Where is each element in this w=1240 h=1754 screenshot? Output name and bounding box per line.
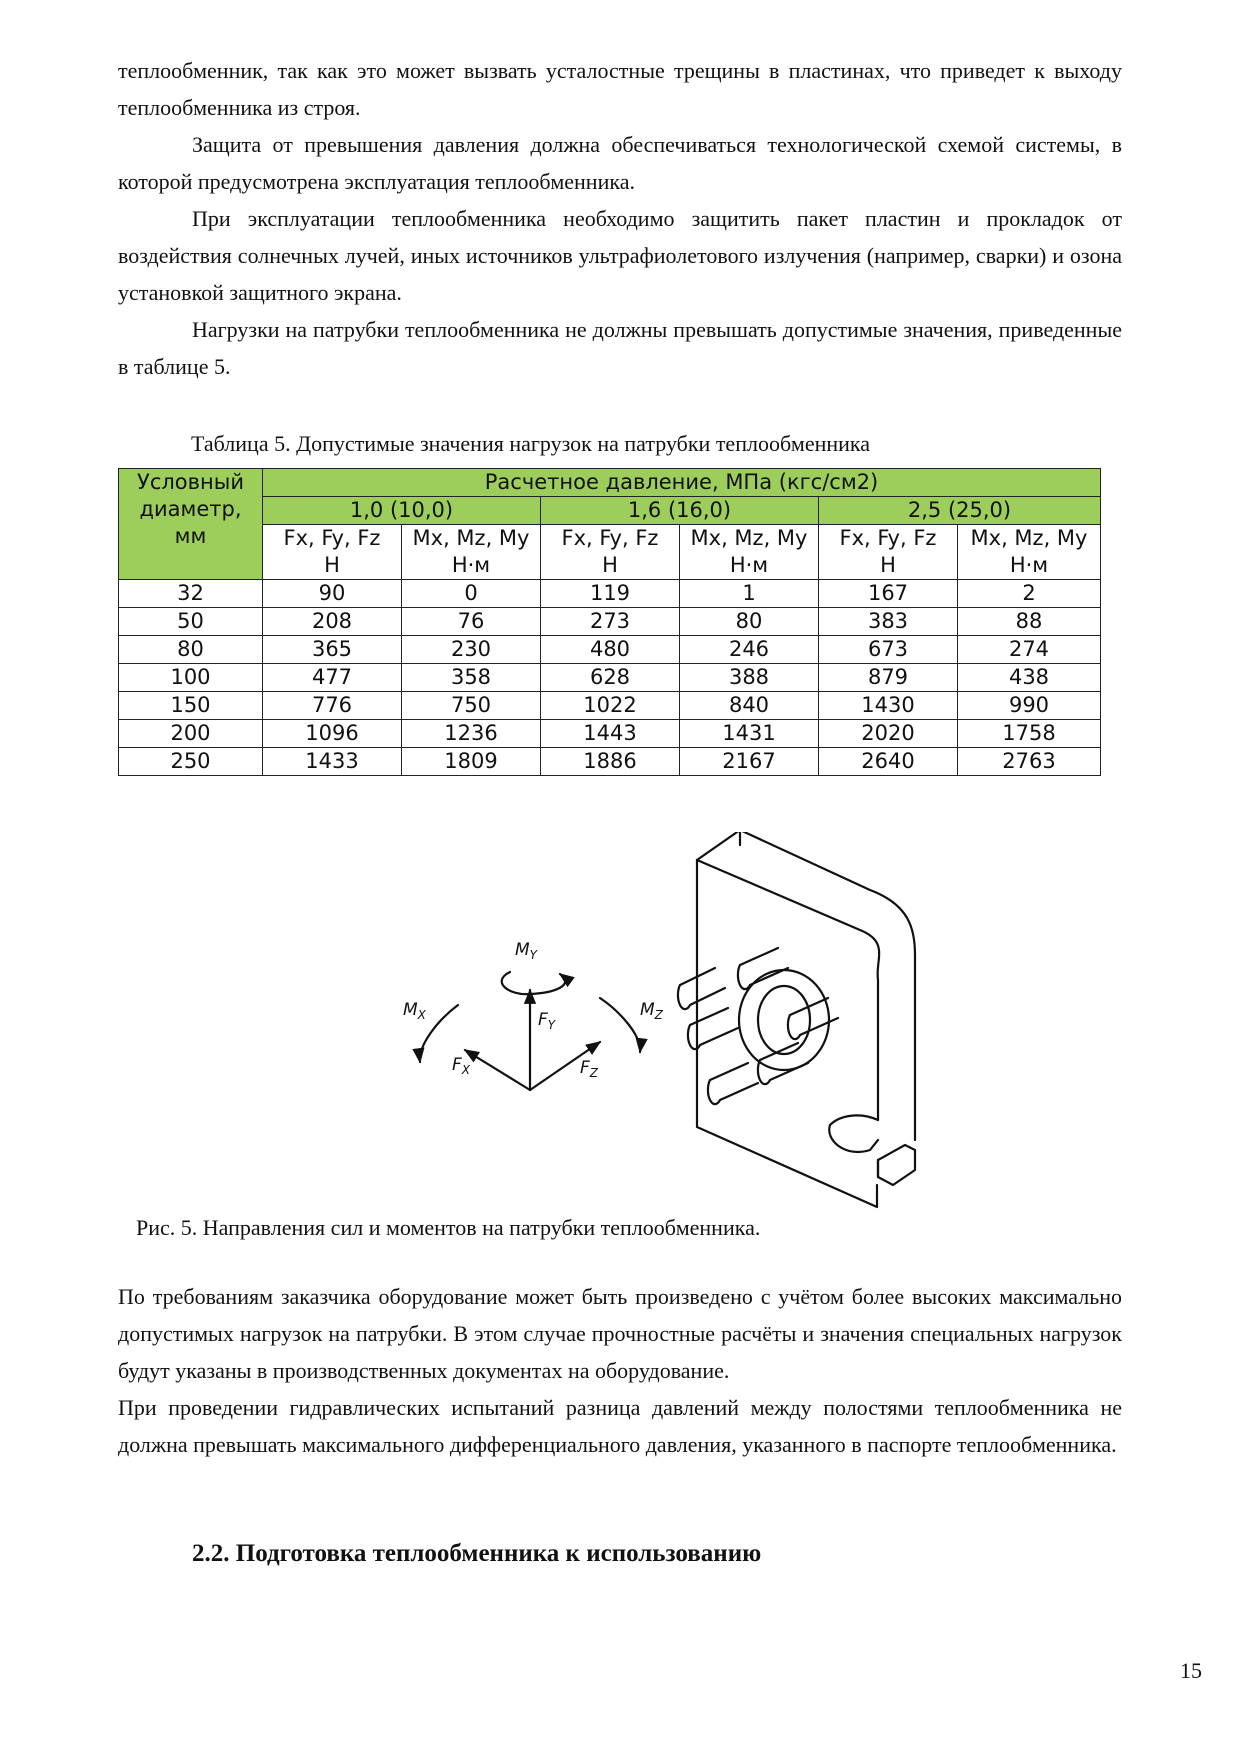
table-cell: 2640 [819, 748, 958, 776]
table-cell: 480 [541, 636, 680, 664]
fx-arrow [465, 1050, 530, 1090]
header-line: Н [324, 553, 340, 577]
table-row [119, 636, 1101, 664]
forces-moments-figure [380, 832, 940, 1212]
table-cell: 273 [541, 608, 680, 636]
table-cell: 365 [263, 636, 402, 664]
fy-label: $F_Y$ [538, 1010, 556, 1032]
table-cell: 1809 [402, 748, 541, 776]
table-cell: 250 [119, 748, 263, 776]
pressure-column: 2,5 (25,0) [819, 497, 1101, 525]
pressure-column: 1,6 (16,0) [541, 497, 819, 525]
page-number: 15 [1180, 1658, 1202, 1683]
table-cell: 2763 [958, 748, 1101, 776]
table-cell: 200 [119, 720, 263, 748]
table-cell: 358 [402, 664, 541, 692]
table-cell: 167 [819, 580, 958, 608]
nozzle-pin [738, 948, 788, 989]
force-header [263, 525, 402, 580]
table-cell: 0 [402, 580, 541, 608]
table-cell: 76 [402, 608, 541, 636]
table-cell: 990 [958, 692, 1101, 720]
header-line: Н·м [729, 553, 769, 577]
figure-caption: Рис. 5. Направления сил и моментов на патрубки теплообменника. [136, 1215, 761, 1240]
header-line: Условный [137, 470, 244, 494]
table-cell: 1096 [263, 720, 402, 748]
header-line: Н·м [451, 553, 491, 577]
mz-label: $M_Z$ [640, 1000, 663, 1022]
header-line: Fx, Fy, Fz [561, 526, 659, 550]
table-cell: 1236 [402, 720, 541, 748]
table-cell: 673 [819, 636, 958, 664]
header-line: Н [602, 553, 618, 577]
table-cell: 208 [263, 608, 402, 636]
force-header [541, 525, 680, 580]
table-cell: 776 [263, 692, 402, 720]
table-cell: 1430 [819, 692, 958, 720]
table-row [119, 580, 1101, 608]
table-row [119, 748, 1101, 776]
table-cell: 1758 [958, 720, 1101, 748]
table-cell: 274 [958, 636, 1101, 664]
table-cell: 1431 [680, 720, 819, 748]
pressure-column: 1,0 (10,0) [263, 497, 541, 525]
table-cell: 628 [541, 664, 680, 692]
table-cell: 879 [819, 664, 958, 692]
diameter-header [119, 469, 263, 580]
moment-header [958, 525, 1101, 580]
my-label: $M_Y$ [515, 940, 538, 962]
nozzle-pin [678, 968, 725, 1009]
nozzle-pin [788, 998, 838, 1039]
table-cell: 230 [402, 636, 541, 664]
paragraph: По требованиям заказчика оборудование может быть произведено с учётом более высоких максимально допустимых нагрузок на патрубки. В этом случае прочностные расчёты и значения специальных нагрузок будут указаны в производственных документах на оборудование. [118, 1284, 1122, 1383]
table-cell: 88 [958, 608, 1101, 636]
paragraph: При проведении гидравлических испытаний разница давлений между полостями теплообменника не должна превышать максимального дифференциального давления, указанного в паспорте теплообменника. [118, 1395, 1122, 1457]
section-heading: 2.2. Подготовка теплообменника к использованию [192, 1540, 762, 1567]
table-cell: 388 [680, 664, 819, 692]
table-cell: 90 [263, 580, 402, 608]
heat-exchanger-plate [678, 832, 915, 1207]
nozzle-pin [708, 1063, 758, 1104]
header-line: Mx, Mz, My [412, 526, 530, 550]
mx-label: $M_X$ [403, 1000, 426, 1022]
table-row [119, 720, 1101, 748]
table-cell: 1443 [541, 720, 680, 748]
paragraph: Защита от превышения давления должна обеспечиваться технологической схемой системы, в которой предусмотрена эксплуатация теплообменника. [118, 132, 1122, 194]
table-cell: 80 [680, 608, 819, 636]
table-cell: 246 [680, 636, 819, 664]
loads-table [118, 468, 1101, 776]
header-line: диаметр, [139, 497, 242, 521]
table-cell: 150 [119, 692, 263, 720]
table-cell: 2167 [680, 748, 819, 776]
table-cell: 50 [119, 608, 263, 636]
table-cell: 100 [119, 664, 263, 692]
header-line: Н·м [1009, 553, 1049, 577]
table-cell: 119 [541, 580, 680, 608]
header-line: Fx, Fy, Fz [283, 526, 381, 550]
fz-label: $F_Z$ [580, 1058, 599, 1080]
table-cell: 2 [958, 580, 1101, 608]
my-moment-arrow [502, 972, 565, 994]
table-cell: 1433 [263, 748, 402, 776]
header-line: Н [880, 553, 896, 577]
table-cell: 1 [680, 580, 819, 608]
pressure-header: Расчетное давление, МПа (кгс/см2) [263, 469, 1101, 497]
fx-label: $F_X$ [452, 1055, 471, 1077]
mz-moment-arrow [600, 998, 640, 1052]
table-row [119, 608, 1101, 636]
moment-header [680, 525, 819, 580]
table-cell: 750 [402, 692, 541, 720]
table-cell: 1022 [541, 692, 680, 720]
force-header [819, 525, 958, 580]
table-cell: 383 [819, 608, 958, 636]
moment-header [402, 525, 541, 580]
header-line: Mx, Mz, My [970, 526, 1088, 550]
table-row [119, 692, 1101, 720]
table-cell: 438 [958, 664, 1101, 692]
table-cell: 2020 [819, 720, 958, 748]
table-row [119, 664, 1101, 692]
table-cell: 80 [119, 636, 263, 664]
table-cell: 477 [263, 664, 402, 692]
table-cell: 840 [680, 692, 819, 720]
header-line: Mx, Mz, My [690, 526, 808, 550]
header-line: мм [174, 524, 207, 548]
paragraph: теплообменник, так как это может вызвать усталостные трещины в пластинах, что приведет к выходу теплообменника из строя. [118, 58, 1122, 120]
table-cell: 32 [119, 580, 263, 608]
table-caption: Таблица 5. Допустимые значения нагрузок на патрубки теплообменника [191, 431, 871, 456]
paragraph: Нагрузки на патрубки теплообменника не должны превышать допустимые значения, приведенные в таблице 5. [118, 317, 1122, 379]
header-line: Fx, Fy, Fz [839, 526, 937, 550]
nozzle-pin [758, 1043, 808, 1084]
nozzle-pin [688, 1008, 738, 1049]
table-cell: 1886 [541, 748, 680, 776]
paragraph: При эксплуатации теплообменника необходимо защитить пакет пластин и прокладок от воздействия солнечных лучей, иных источников ультрафиолетового излучения (например, сварки) и озона установкой защитного экрана. [118, 206, 1122, 305]
